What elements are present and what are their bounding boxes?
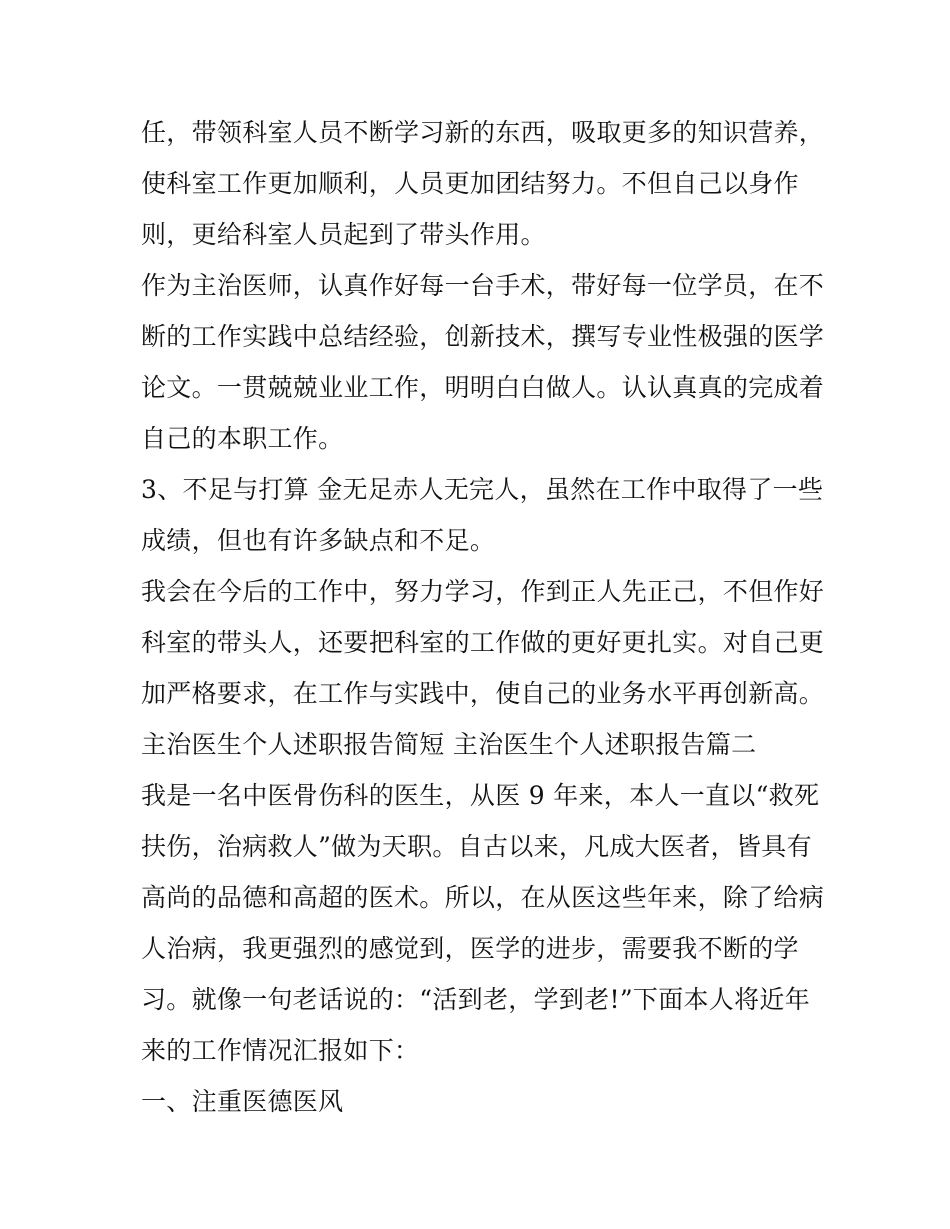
subsection-heading: 一、注重医德医风 [141,1087,344,1116]
text-line: 加严格要求，在工作与实践中，使自己的业务水平再创新高。 [141,679,825,708]
text-line: 我会在今后的工作中，努力学习，作到正人先正己，不但作好 [141,577,825,606]
text-line: 人治病，我更强烈的感觉到，医学的进步，需要我不断的学 [141,934,799,963]
document-body [141,107,825,1127]
text-line: 习。就像一句老话说的：“活到老，学到老!”下面本人将近年 [141,985,811,1014]
text-line: 使科室工作更加顺利，人员更加团结努力。不但自己以身作 [141,169,799,198]
text-line: 成绩，但也有许多缺点和不足。 [141,526,496,555]
section-heading: 主治医生个人述职报告简短 主治医生个人述职报告篇二 [141,730,757,759]
text-line: 来的工作情况汇报如下： [141,1036,420,1065]
text-line: 则，更给科室人员起到了带头作用。 [141,220,546,249]
text-line: 作为主治医师，认真作好每一台手术，带好每一位学员，在不 [141,271,825,300]
text-line: 高尚的品德和高超的医术。所以，在从医这些年来，除了给病 [141,883,825,912]
text-line: 任，带领科室人员不断学习新的东西，吸取更多的知识营养， [141,118,825,147]
text-line: 3、不足与打算 金无足赤人无完人，虽然在工作中取得了一些 [141,475,824,504]
text-line: 自己的本职工作。 [141,424,344,453]
text-line: 论文。一贯兢兢业业工作，明明白白做人。认认真真的完成着 [141,373,825,402]
text-line: 断的工作实践中总结经验，创新技术，撰写专业性极强的医学 [141,322,825,351]
text-line: 扶伤，治病救人”做为天职。自古以来，凡成大医者，皆具有 [141,832,812,861]
text-line: 我是一名中医骨伤科的医生，从医 9 年来，本人一直以“救死 [141,781,820,810]
text-line: 科室的带头人，还要把科室的工作做的更好更扎实。对自己更 [141,628,825,657]
